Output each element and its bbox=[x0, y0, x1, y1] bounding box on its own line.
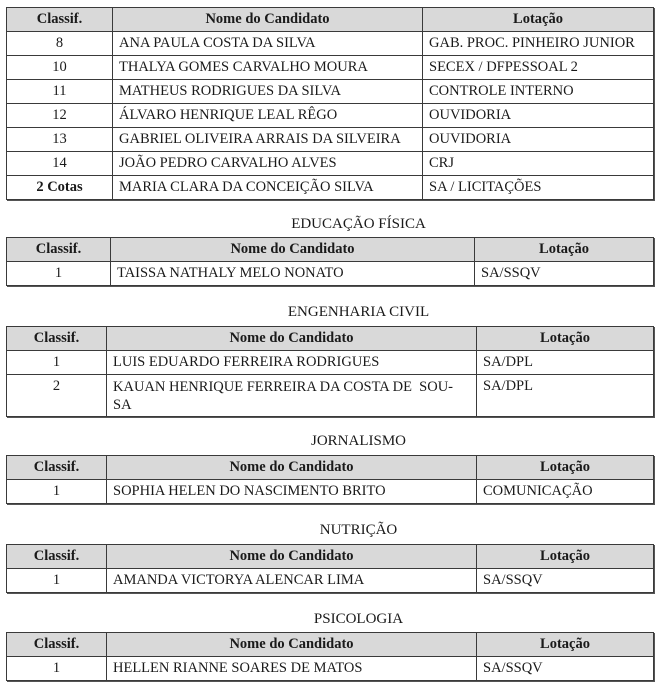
table-header-row bbox=[7, 238, 654, 262]
candidate-name-line-1: KAUAN HENRIQUE FERREIRA DA COSTA DE SOU- bbox=[113, 379, 454, 395]
section-title-engenharia-civil: ENGENHARIA CIVIL bbox=[287, 304, 430, 320]
table-psicologia bbox=[6, 632, 654, 681]
header-classif: Classif. bbox=[7, 456, 107, 480]
candidate-name-cell: THALYA GOMES CARVALHO MOURA bbox=[113, 56, 423, 80]
section-title-psicologia: PSICOLOGIA bbox=[313, 611, 404, 627]
header-nome: Nome do Candidato bbox=[107, 327, 477, 351]
section-title-jornalismo: JORNALISMO bbox=[310, 433, 406, 449]
table-header-row bbox=[7, 545, 654, 569]
classif-cell: 8 bbox=[7, 32, 113, 56]
candidate-name-cell: HELLEN RIANNE SOARES DE MATOS bbox=[107, 657, 477, 681]
candidate-name-cell: GABRIEL OLIVEIRA ARRAIS DA SILVEIRA bbox=[113, 128, 423, 152]
table-row bbox=[7, 375, 654, 417]
table-row bbox=[7, 262, 654, 286]
classif-cell: 1 bbox=[7, 569, 107, 593]
table-row bbox=[7, 104, 654, 128]
header-classif: Classif. bbox=[7, 545, 107, 569]
table-jornalismo bbox=[6, 455, 654, 504]
header-nome: Nome do Candidato bbox=[107, 633, 477, 657]
lotacao-cell: GAB. PROC. PINHEIRO JUNIOR bbox=[423, 32, 654, 56]
results-table-continued bbox=[6, 7, 654, 200]
header-classif: Classif. bbox=[7, 238, 111, 262]
lotacao-cell: COMUNICAÇÃO bbox=[477, 480, 654, 504]
header-lotacao: Lotação bbox=[477, 456, 654, 480]
classif-cell: 2 Cotas bbox=[7, 176, 113, 200]
candidate-name-line-2: SA bbox=[113, 397, 132, 413]
table-nutricao bbox=[6, 544, 654, 593]
classif-cell: 1 bbox=[7, 262, 111, 286]
table-row bbox=[7, 152, 654, 176]
header-lotacao: Lotação bbox=[477, 633, 654, 657]
table-engenharia-civil bbox=[6, 326, 654, 417]
candidate-name-cell: TAISSA NATHALY MELO NONATO bbox=[111, 262, 475, 286]
header-nome: Nome do Candidato bbox=[107, 456, 477, 480]
table-header-row bbox=[7, 456, 654, 480]
lotacao-cell: SA/SSQV bbox=[477, 657, 654, 681]
header-lotacao: Lotação bbox=[475, 238, 654, 262]
table-row bbox=[7, 176, 654, 200]
lotacao-cell: SA/DPL bbox=[477, 375, 654, 417]
table-row bbox=[7, 56, 654, 80]
candidate-name-cell: SOPHIA HELEN DO NASCIMENTO BRITO bbox=[107, 480, 477, 504]
candidate-name-cell: ANA PAULA COSTA DA SILVA bbox=[113, 32, 423, 56]
candidate-name-cell: AMANDA VICTORYA ALENCAR LIMA bbox=[107, 569, 477, 593]
table-row bbox=[7, 569, 654, 593]
classif-cell: 2 bbox=[7, 375, 107, 417]
table-row bbox=[7, 351, 654, 375]
lotacao-cell: SA/SSQV bbox=[475, 262, 654, 286]
table-row bbox=[7, 657, 654, 681]
classif-cell: 1 bbox=[7, 657, 107, 681]
classif-cell: 14 bbox=[7, 152, 113, 176]
classif-cell: 11 bbox=[7, 80, 113, 104]
table-educacao-fisica bbox=[6, 237, 654, 286]
table-row bbox=[7, 128, 654, 152]
table-header-row bbox=[7, 8, 654, 32]
lotacao-cell: CONTROLE INTERNO bbox=[423, 80, 654, 104]
header-classif: Classif. bbox=[7, 8, 113, 32]
table-row bbox=[7, 80, 654, 104]
section-title-nutricao: NUTRIÇÃO bbox=[319, 522, 398, 538]
header-nome: Nome do Candidato bbox=[107, 545, 477, 569]
table-row bbox=[7, 480, 654, 504]
lotacao-cell: OUVIDORIA bbox=[423, 104, 654, 128]
lotacao-cell: SA/DPL bbox=[477, 351, 654, 375]
header-lotacao: Lotação bbox=[477, 545, 654, 569]
header-lotacao: Lotação bbox=[423, 8, 654, 32]
header-classif: Classif. bbox=[7, 327, 107, 351]
table-header-row bbox=[7, 327, 654, 351]
table-row bbox=[7, 32, 654, 56]
classif-cell: 12 bbox=[7, 104, 113, 128]
candidate-name-cell: LUIS EDUARDO FERREIRA RODRIGUES bbox=[107, 351, 477, 375]
classif-cell: 1 bbox=[7, 480, 107, 504]
classif-cell: 13 bbox=[7, 128, 113, 152]
candidate-name-cell: JOÃO PEDRO CARVALHO ALVES bbox=[113, 152, 423, 176]
header-nome: Nome do Candidato bbox=[111, 238, 475, 262]
candidate-name-cell: MARIA CLARA DA CONCEIÇÃO SILVA bbox=[113, 176, 423, 200]
section-title-educacao-fisica: EDUCAÇÃO FÍSICA bbox=[291, 216, 426, 232]
candidate-name-cell: ÁLVARO HENRIQUE LEAL RÊGO bbox=[113, 104, 423, 128]
header-lotacao: Lotação bbox=[477, 327, 654, 351]
lotacao-cell: SECEX / DFPESSOAL 2 bbox=[423, 56, 654, 80]
candidate-name-cell: MATHEUS RODRIGUES DA SILVA bbox=[113, 80, 423, 104]
classif-cell: 10 bbox=[7, 56, 113, 80]
header-classif: Classif. bbox=[7, 633, 107, 657]
lotacao-cell: SA / LICITAÇÕES bbox=[423, 176, 654, 200]
lotacao-cell: OUVIDORIA bbox=[423, 128, 654, 152]
classif-cell: 1 bbox=[7, 351, 107, 375]
lotacao-cell: CRJ bbox=[423, 152, 654, 176]
table-header-row bbox=[7, 633, 654, 657]
header-nome: Nome do Candidato bbox=[113, 8, 423, 32]
candidate-name-cell bbox=[107, 375, 477, 417]
lotacao-cell: SA/SSQV bbox=[477, 569, 654, 593]
